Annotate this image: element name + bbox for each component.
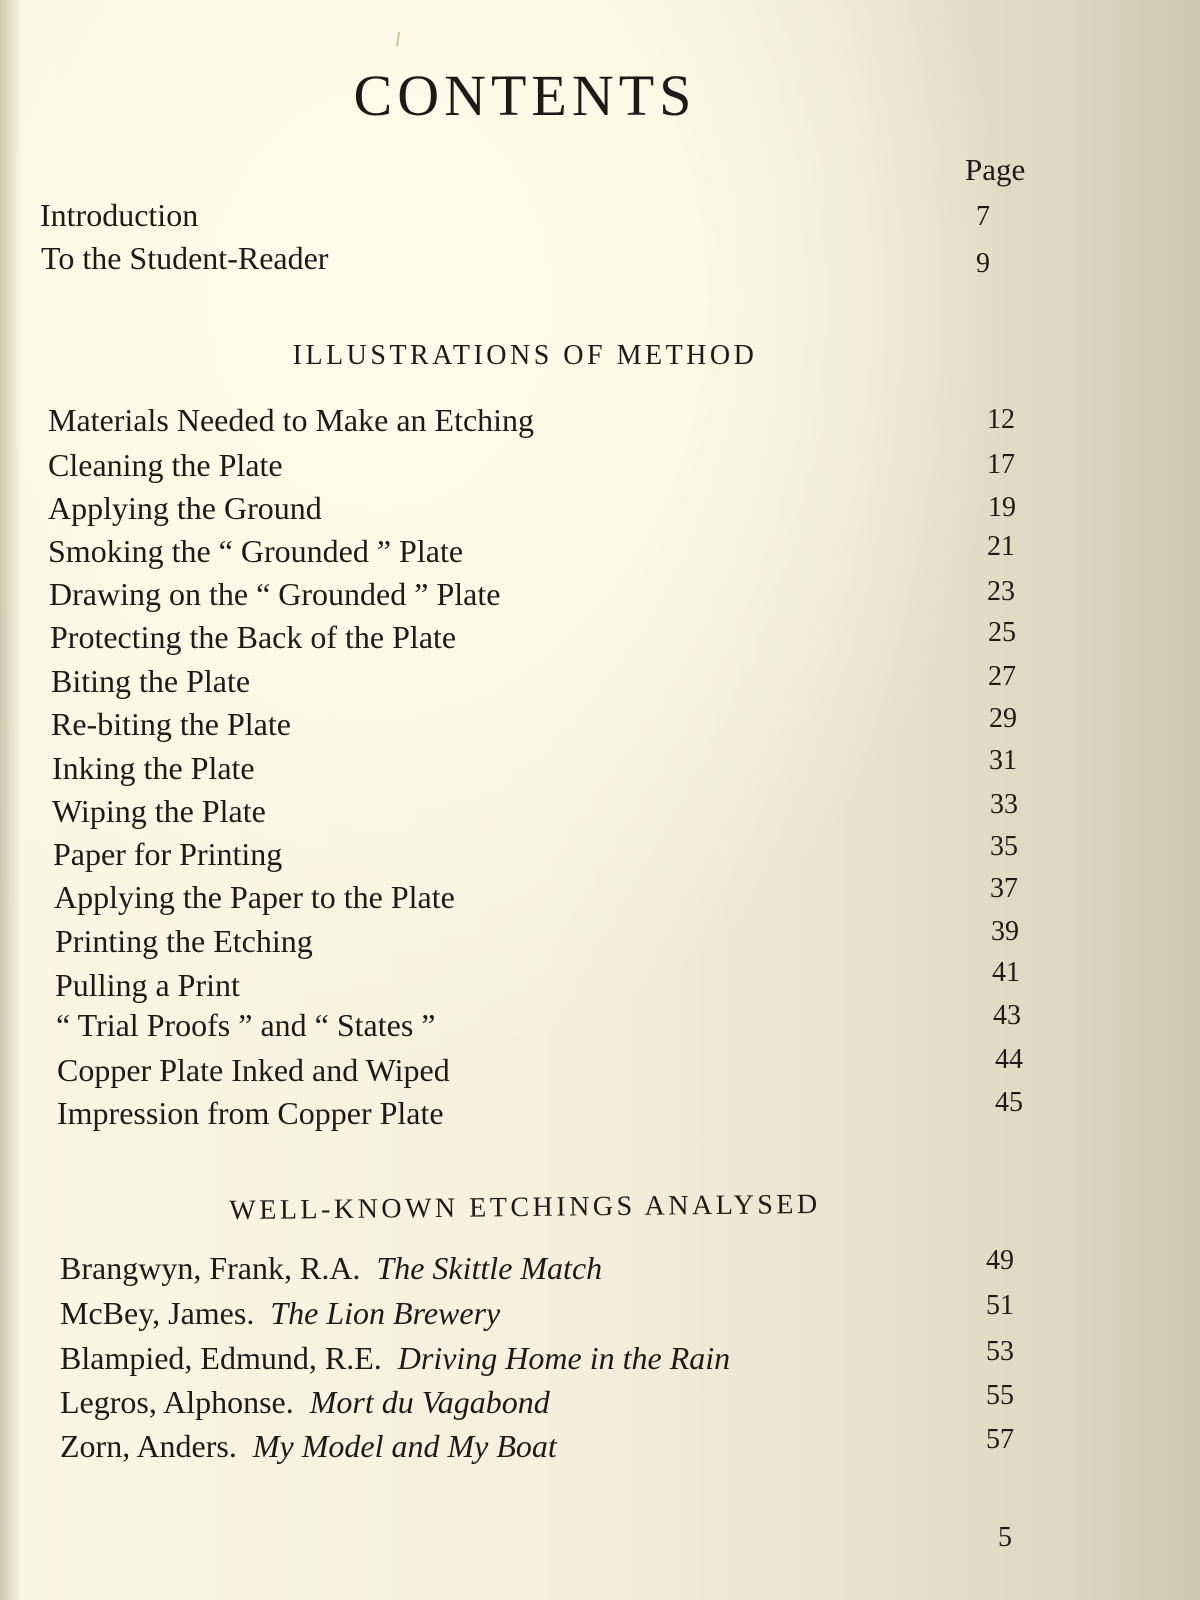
entry-page: 57 [986, 1424, 1014, 1455]
toc-entry [49, 576, 1015, 613]
entry-page: 55 [986, 1380, 1014, 1411]
toc-entry [57, 1087, 1023, 1132]
entry-page: 39 [991, 916, 1019, 947]
entry-page: 35 [990, 831, 1018, 862]
entry-page: 37 [990, 873, 1018, 904]
toc-entry-student-reader [41, 240, 990, 279]
entry-label: Pulling a Print [55, 967, 240, 1003]
entry-label: Biting the Plate [51, 663, 251, 699]
toc-entry [48, 490, 1016, 527]
toc-entry-etching [60, 1424, 1014, 1465]
pencil-mark [396, 32, 400, 46]
entry-label: To the Student-Reader [41, 240, 329, 276]
entry-label: Wiping the Plate [52, 793, 266, 829]
entry-page: 23 [987, 576, 1015, 607]
entry-label: Paper for Printing [53, 836, 283, 872]
page-number: 5 [998, 1522, 1012, 1553]
entry-label: Cleaning the Plate [48, 447, 283, 483]
entry-label: Smoking the “ Grounded ” Plate [48, 533, 464, 569]
page-title: CONTENTS [353, 63, 697, 128]
toc-entry-etching [60, 1336, 1014, 1377]
toc-entry [51, 661, 1016, 700]
section-heading-method: ILLUSTRATIONS OF METHOD [292, 340, 758, 371]
entry-work-title: The Skittle Match [376, 1250, 603, 1286]
toc-entry [48, 531, 1015, 570]
entry-label: Applying the Ground [48, 490, 322, 526]
entry-page: 9 [976, 248, 990, 279]
page-column-header: Page [965, 152, 1026, 187]
toc-entry [57, 1044, 1023, 1089]
entry-label: Impression from Copper Plate [57, 1095, 444, 1131]
entry-work-title: Mort du Vagabond [309, 1384, 550, 1420]
entry-label: Protecting the Back of the Plate [50, 619, 457, 655]
entry-work-title: My Model and My Boat [252, 1428, 557, 1464]
entry-page: 21 [987, 531, 1015, 562]
entry-label: Materials Needed to Make an Etching [48, 402, 535, 438]
entry-artist: McBey, James. [60, 1295, 255, 1331]
entry-label: Printing the Etching [55, 923, 313, 959]
toc-entry-etching [60, 1380, 1014, 1421]
entry-artist: Legros, Alphonse. [60, 1384, 294, 1420]
toc-entry [52, 789, 1018, 830]
toc-entry [55, 916, 1019, 960]
toc-entry [48, 402, 1015, 439]
entry-page: 17 [987, 449, 1015, 480]
entry-page: 33 [990, 789, 1018, 820]
toc-entry-introduction [40, 197, 990, 234]
entry-page: 53 [986, 1336, 1014, 1367]
entry-page: 25 [988, 617, 1016, 648]
entry-page: 31 [989, 745, 1017, 776]
toc-entry [55, 957, 1020, 1004]
entry-page: 43 [993, 1000, 1021, 1031]
entry-page: 27 [988, 661, 1016, 692]
entry-work-title: Driving Home in the Rain [397, 1340, 731, 1376]
toc-entry [48, 447, 1015, 484]
section-heading-etchings: WELL-KNOWN ETCHINGS ANALYSED [229, 1188, 821, 1227]
entry-work-title: The Lion Brewery [270, 1295, 501, 1331]
entry-label: Re-biting the Plate [51, 706, 291, 742]
entry-label: Introduction [40, 197, 199, 233]
entry-page: 19 [988, 492, 1016, 523]
entry-page: 41 [992, 957, 1020, 988]
toc-entry [50, 617, 1016, 656]
entry-label: Applying the Paper to the Plate [54, 879, 455, 915]
entry-label: “ Trial Proofs ” and “ States ” [56, 1007, 436, 1043]
entry-artist: Brangwyn, Frank, R.A. [60, 1250, 361, 1286]
entry-label: Drawing on the “ Grounded ” Plate [49, 576, 501, 612]
entry-page: 49 [986, 1245, 1014, 1276]
entry-label: Copper Plate Inked and Wiped [57, 1052, 450, 1088]
toc-entry [51, 703, 1017, 743]
entry-page: 29 [989, 703, 1017, 734]
entry-page: 51 [986, 1290, 1014, 1321]
toc-entry [52, 745, 1017, 787]
entry-page: 45 [995, 1087, 1023, 1118]
toc-entry [53, 831, 1018, 873]
entry-page: 44 [995, 1044, 1023, 1075]
entry-label: Inking the Plate [52, 750, 255, 786]
toc-entry [56, 1000, 1021, 1044]
entry-artist: Zorn, Anders. [60, 1428, 237, 1464]
toc-entry [54, 873, 1018, 916]
toc-entry-etching [60, 1245, 1014, 1287]
entry-page: 12 [987, 404, 1015, 435]
entry-page: 7 [976, 201, 990, 232]
entry-artist: Blampied, Edmund, R.E. [60, 1340, 382, 1376]
toc-entry-etching [60, 1290, 1014, 1332]
